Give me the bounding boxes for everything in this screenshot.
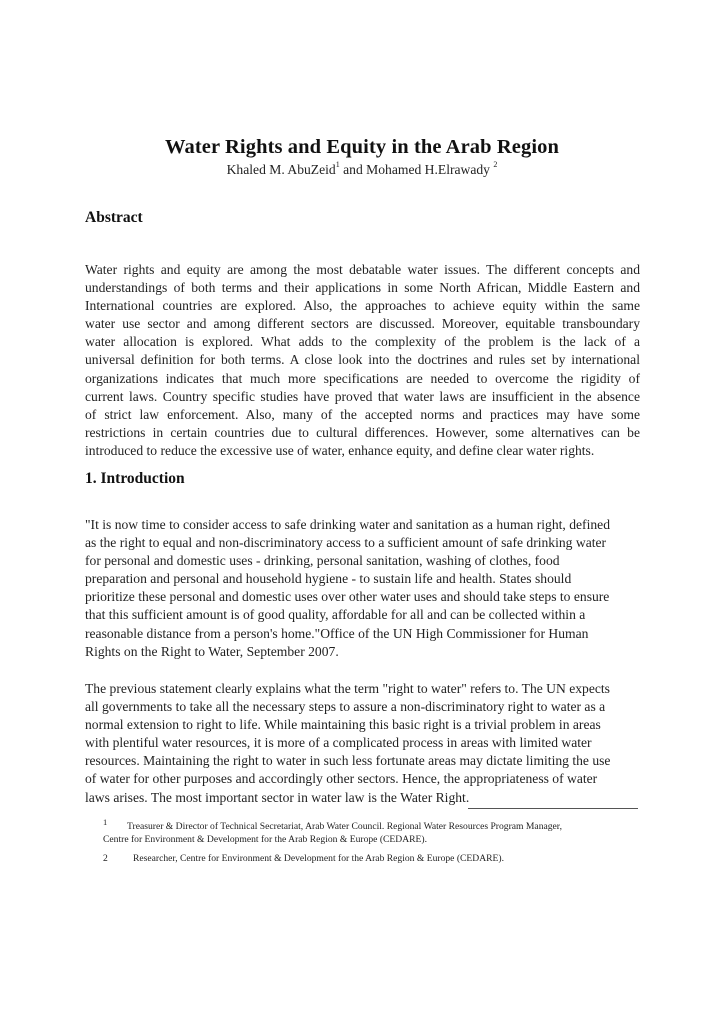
- abstract-heading: Abstract: [85, 209, 143, 226]
- text-line: universal definition for both terms. A close look into the doctrines and rules set by international: [85, 352, 640, 368]
- footnote-2: [103, 852, 663, 865]
- abstract-paragraph: [85, 261, 640, 460]
- footnotes: [103, 817, 663, 871]
- author-footnote-ref[interactable]: 1: [335, 160, 340, 169]
- footnote-separator: [468, 808, 638, 809]
- text-line: current laws. Country specific studies have proved that water laws are insufficient in the absence: [85, 388, 640, 404]
- footnote-text: Centre for Environment & Development for the Arab Region & Europe (CEDARE).: [103, 834, 427, 845]
- text-line: for personal and domestic uses - drinking, personal sanitation, washing of clothes, food: [85, 553, 560, 569]
- text-line: normal extension to right to life. While maintaining this basic right is a trivial problem in areas: [85, 717, 601, 733]
- author-name: Mohamed H.Elrawady: [366, 162, 494, 177]
- author-conjunction: and: [339, 162, 367, 177]
- text-line: "It is now time to consider access to safe drinking water and sanitation as a human right, defined: [85, 517, 610, 532]
- footnote-1: [103, 817, 663, 846]
- author-name: Khaled M. AbuZeid: [226, 162, 336, 177]
- text-line: laws arises. The most important sector in water law is the Water Right.: [85, 789, 470, 805]
- text-line: preparation and personal and household hygiene - to sustain life and health. States should: [85, 571, 572, 587]
- text-line: water allocation is explored. What adds to the complexity of the problem is the lack of a: [85, 334, 640, 350]
- paper-title: Water Rights and Equity in the Arab Region: [165, 136, 559, 158]
- text-line: prioritize these personal and domestic uses over other water uses and should take steps to ensure: [85, 589, 610, 605]
- text-line: Rights on the Right to Water, September 2007.: [85, 643, 339, 659]
- text-line: The previous statement clearly explains what the term "right to water" refers to. The UN expects: [85, 681, 610, 696]
- text-line: of water for other purposes and accordingly other sectors. Hence, the appropriateness of water: [85, 771, 598, 787]
- footnote-text: Researcher, Centre for Environment & Development for the Arab Region & Europe (CEDARE).: [133, 853, 504, 864]
- text-line: as the right to equal and non-discriminatory access to a sufficient amount of safe drinking water: [85, 535, 607, 551]
- text-line: restrictions in certain countries due to cultural differences. However, some alternatives can be: [85, 424, 640, 440]
- text-line: resources. Maintaining the right to water in such less fortunate areas may dictate limiting the use: [85, 753, 611, 769]
- un-quote-paragraph: [85, 516, 640, 661]
- footnote-text: Treasurer & Director of Technical Secretariat, Arab Water Council. Regional Water Resources Program Manager,: [127, 821, 563, 832]
- introduction-paragraph: [85, 680, 640, 807]
- author-line: [0, 162, 724, 178]
- introduction-heading: 1. Introduction: [85, 470, 185, 487]
- footnote-number: 2: [103, 853, 108, 864]
- text-line: all governments to take all the necessary steps to assure a non-discriminatory right to water as a: [85, 699, 606, 715]
- text-line: introduced to reduce the excessive use of water, enhance equity, and define clear water rights.: [85, 442, 595, 458]
- text-line: understandings of both terms and their applications in some North African, Middle Eastern and: [85, 280, 640, 296]
- text-line: reasonable distance from a person's home."Office of the UN High Commissioner for Human: [85, 625, 589, 641]
- text-line: of strict law enforcement. Also, many of the accepted norms and practices may have some: [85, 406, 640, 422]
- author-footnote-ref[interactable]: 2: [493, 160, 498, 169]
- text-line: with plentiful water resources, it is more of a complicated process in areas with limited water: [85, 735, 592, 751]
- text-line: that this sufficient amount is of good quality, affordable for all and can be collected within a: [85, 607, 586, 623]
- text-line: Water rights and equity are among the most debatable water issues. The different concepts and: [85, 262, 640, 277]
- footnote-number: 1: [103, 817, 108, 827]
- text-line: International countries are explored. Also, the approaches to achieve equity within the same: [85, 298, 640, 314]
- text-line: organizations indicates that much more specifications are needed to overcome the rigidity of: [85, 370, 640, 386]
- text-line: water use sector and among different sectors are discussed. Moreover, equitable transboundary: [85, 316, 640, 332]
